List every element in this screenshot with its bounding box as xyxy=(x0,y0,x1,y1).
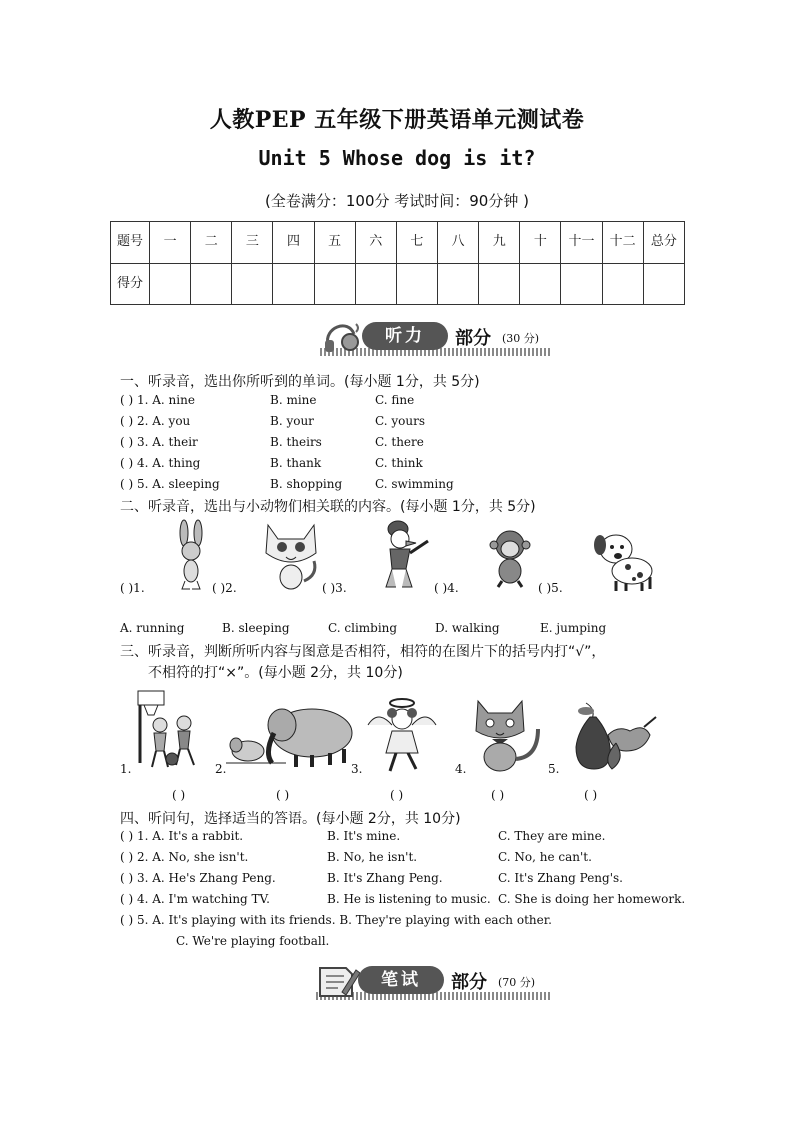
q1-option-a: ( ) 4. A. thing xyxy=(120,456,201,470)
q4-option-b: B. He is listening to music. xyxy=(327,892,491,906)
q1-option-b: B. your xyxy=(270,414,314,428)
q4-option-b: B. No, he isn't. xyxy=(327,850,418,864)
listening-banner xyxy=(320,318,550,358)
q2-slot-4[interactable]: ( )4. xyxy=(434,581,459,595)
q3-number: 4. xyxy=(455,762,467,776)
listening-pill: 听力 xyxy=(362,322,448,350)
q1-option-c: C. there xyxy=(375,435,424,449)
q4-option-a: ( ) 4. A. I'm watching TV. xyxy=(120,892,270,906)
q1-option-b: B. shopping xyxy=(270,477,343,491)
list-item[interactable] xyxy=(120,456,720,474)
score-table-score-row xyxy=(111,263,685,305)
q2-option: D. walking xyxy=(435,621,500,635)
q4-option-c: C. It's Zhang Peng's. xyxy=(498,871,623,885)
q2-option: B. sleeping xyxy=(222,621,290,635)
list-item[interactable] xyxy=(120,913,720,931)
writing-label: 部分 xyxy=(451,972,487,993)
monkey-picture xyxy=(486,527,534,589)
score-col: 十二 xyxy=(602,222,643,264)
basketball-picture xyxy=(134,689,210,771)
score-cell[interactable] xyxy=(643,263,684,305)
q3-answer-bracket[interactable]: ( ) xyxy=(390,788,404,802)
q3-heading: 三、听录音，判断所听内容与图意是否相符，相符的在图片下的括号内打“√”， xyxy=(120,644,606,660)
q2-slot-5[interactable]: ( )5. xyxy=(538,581,563,595)
list-item[interactable] xyxy=(120,477,720,495)
q1-option-b: B. thank xyxy=(270,456,322,470)
list-item[interactable] xyxy=(120,871,720,889)
score-table xyxy=(110,221,685,305)
score-col: 六 xyxy=(355,222,396,264)
unit-title: Unit 5 Whose dog is it? xyxy=(258,146,536,170)
score-cell[interactable] xyxy=(396,263,437,305)
score-col: 十 xyxy=(520,222,561,264)
q1-option-c: C. yours xyxy=(375,414,426,428)
list-item xyxy=(120,934,720,952)
angel-girl-picture xyxy=(364,695,440,775)
writing-banner xyxy=(316,962,550,1002)
list-item[interactable] xyxy=(120,414,720,432)
q4-option-c: C. She is doing her homework. xyxy=(498,892,686,906)
writing-pill: 笔试 xyxy=(358,966,444,994)
score-cell[interactable] xyxy=(150,263,191,305)
tabby-cat-picture xyxy=(470,697,550,773)
q1-option-a: ( ) 2. A. you xyxy=(120,414,191,428)
q1-option-a: ( ) 3. A. their xyxy=(120,435,198,449)
q4-option-c: C. They are mine. xyxy=(498,829,606,843)
q4-option-c: C. No, he can't. xyxy=(498,850,592,864)
score-cell[interactable] xyxy=(355,263,396,305)
score-cell[interactable] xyxy=(232,263,273,305)
score-cell[interactable] xyxy=(561,263,602,305)
q4-item5-line1: ( ) 5. A. It's playing with its friends. B. They're playing with each other. xyxy=(120,913,552,927)
listening-label: 部分 xyxy=(455,328,491,349)
pears-picture xyxy=(568,697,660,775)
q4-option-b: B. It's mine. xyxy=(327,829,401,843)
q1-option-a: ( ) 1. A. nine xyxy=(120,393,195,407)
exam-meta: (全卷满分：100分 考试时间：90分钟 ) xyxy=(265,192,529,210)
score-cell[interactable] xyxy=(602,263,643,305)
q1-option-c: C. think xyxy=(375,456,423,470)
q1-option-c: C. swimming xyxy=(375,477,454,491)
elephant-picture xyxy=(226,703,358,769)
score-col: 八 xyxy=(437,222,478,264)
q3-number: 3. xyxy=(351,762,363,776)
score-table-row-label: 题号 xyxy=(111,222,150,264)
list-item[interactable] xyxy=(120,829,720,847)
score-col: 二 xyxy=(191,222,232,264)
q4-item5-line2: C. We're playing football. xyxy=(176,934,330,948)
score-col: 四 xyxy=(273,222,314,264)
headphones-icon xyxy=(320,318,364,354)
list-item[interactable] xyxy=(120,393,720,411)
duck-picture xyxy=(376,517,434,593)
score-col: 三 xyxy=(232,222,273,264)
page-title: 人教PEP 五年级下册英语单元测试卷 xyxy=(209,107,585,133)
score-col: 一 xyxy=(150,222,191,264)
score-table-header-row xyxy=(111,222,685,264)
q1-heading: 一、听录音，选出你所听到的单词。(每小题 1分，共 5分) xyxy=(120,374,480,390)
score-table-row-label: 得分 xyxy=(111,263,150,305)
q2-slot-1[interactable]: ( )1. xyxy=(120,581,145,595)
q3-answer-bracket[interactable]: ( ) xyxy=(584,788,598,802)
list-item[interactable] xyxy=(120,892,720,910)
rabbit-picture xyxy=(172,519,210,591)
list-item[interactable] xyxy=(120,850,720,868)
q2-option: A. running xyxy=(120,621,185,635)
score-col: 九 xyxy=(479,222,520,264)
dog-picture xyxy=(590,529,662,593)
score-col: 十一 xyxy=(561,222,602,264)
q4-option-a: ( ) 2. A. No, she isn't. xyxy=(120,850,249,864)
q4-option-a: ( ) 3. A. He's Zhang Peng. xyxy=(120,871,276,885)
q1-option-a: ( ) 5. A. sleeping xyxy=(120,477,220,491)
score-cell[interactable] xyxy=(520,263,561,305)
cat-picture xyxy=(262,519,320,591)
score-cell[interactable] xyxy=(191,263,232,305)
q3-number: 1. xyxy=(120,762,132,776)
q3-heading-cont: 不相符的打“×”。(每小题 2分，共 10分) xyxy=(148,665,403,681)
score-cell[interactable] xyxy=(273,263,314,305)
q3-number: 5. xyxy=(548,762,560,776)
q3-number: 2. xyxy=(215,762,227,776)
q4-heading: 四、听问句，选择适当的答语。(每小题 2分，共 10分) xyxy=(120,811,461,827)
q1-option-b: B. theirs xyxy=(270,435,322,449)
score-cell[interactable] xyxy=(479,263,520,305)
writing-points: (70 分) xyxy=(498,976,536,989)
pen-paper-icon xyxy=(316,962,360,998)
q2-slot-3[interactable]: ( )3. xyxy=(322,581,347,595)
q4-option-b: B. It's Zhang Peng. xyxy=(327,871,443,885)
score-cell[interactable] xyxy=(437,263,478,305)
q3-answer-bracket[interactable]: ( ) xyxy=(172,788,186,802)
score-col: 七 xyxy=(396,222,437,264)
q4-option-a: ( ) 1. A. It's a rabbit. xyxy=(120,829,244,843)
score-col: 五 xyxy=(314,222,355,264)
q2-heading: 二、听录音，选出与小动物们相关联的内容。(每小题 1分，共 5分) xyxy=(120,499,536,515)
q4-list xyxy=(120,829,720,952)
q2-option: E. jumping xyxy=(540,621,607,635)
listening-points: (30 分) xyxy=(502,332,540,345)
score-cell[interactable] xyxy=(314,263,355,305)
q1-option-b: B. mine xyxy=(270,393,317,407)
q3-answer-bracket[interactable]: ( ) xyxy=(276,788,290,802)
score-col: 总分 xyxy=(643,222,684,264)
list-item[interactable] xyxy=(120,435,720,453)
q2-slot-2[interactable]: ( )2. xyxy=(212,581,237,595)
q1-list xyxy=(120,393,720,495)
q3-answer-bracket[interactable]: ( ) xyxy=(491,788,505,802)
q2-option: C. climbing xyxy=(328,621,398,635)
q1-option-c: C. fine xyxy=(375,393,415,407)
